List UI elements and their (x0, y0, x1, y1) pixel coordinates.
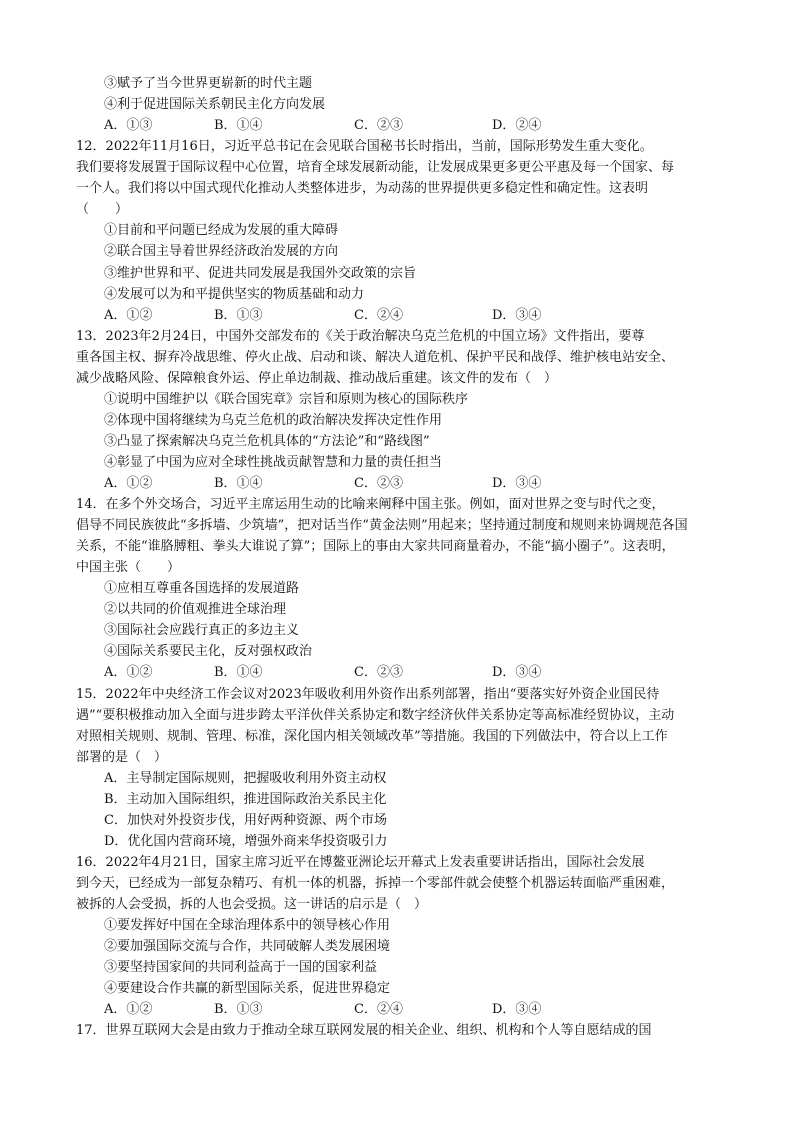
question-stem-line: （ ） (76, 202, 129, 218)
choice-item-line: ③国际社会应践行真正的多边主义 (104, 623, 300, 639)
answer-options-row (104, 662, 704, 683)
choice-item-line: ①说明中国维护以《联合国宪章》宗旨和原则为核心的国际秩序 (104, 391, 469, 407)
answer-option: A．①③ (104, 118, 153, 134)
choice-item-line: ③维护世界和平、促进共同发展是我国外交政策的宗旨 (104, 265, 417, 281)
answer-option: D．②④ (492, 118, 542, 134)
question-stem-line: 到今天，已经成为一部复杂精巧、有机一体的机器，拆掉一个零部件就会使整个机器运转面临严重困难， (76, 875, 675, 891)
question-stem-line: 减少战略风险、保障粮食外运、停止单边制裁、推动战后重建。该文件的发布（ ） (76, 370, 558, 386)
choice-item-line: ③赋予了当今世界更崭新的时代主题 (104, 76, 313, 91)
question-stem-line: 被拆的人会受损，拆的人也会受损。这一讲话的启示是（ ） (76, 897, 428, 912)
choice-item-line: ④彰显了中国为应对全球性挑战贡献智慧和力量的责任担当 (104, 454, 443, 470)
choice-item-line: ①要发挥好中国在全球治理体系中的领导核心作用 (104, 918, 391, 933)
answer-option: B．①④ (214, 475, 263, 491)
question-stem-line: 倡导不同民族彼此“多拆墙、少筑墙”，把对话当作“黄金法则”用起来；坚持通过制度和规则来协调规范各国 (76, 518, 688, 533)
answer-option: B．①③ (214, 1002, 263, 1018)
choice-item-line: ②联合国主导着世界经济政治发展的方向 (104, 244, 339, 260)
answer-option: D．③④ (492, 665, 542, 681)
answer-option: B．①④ (214, 118, 263, 134)
answer-option: B．①③ (214, 307, 263, 323)
choice-item-line: B．主动加入国际组织，推进国际政治关系民主化 (104, 791, 387, 807)
answer-options-row (104, 473, 704, 494)
question-stem-line: 15．2022年中央经济工作会议对2023年吸收利用外资作出系列部署，指出“要落实好外资企业国民待 (76, 686, 660, 702)
answer-option: A．①② (104, 475, 153, 491)
answer-options-row (104, 305, 704, 326)
choice-item-line: ②要加强国际交流与合作，共同破解人类发展困境 (104, 939, 391, 955)
question-stem-line: 一个人。我们将以中国式现代化推动人类整体进步，为动荡的世界提供更多稳定性和确定性。这表明 (76, 181, 649, 197)
choice-item-line: A．主导制定国际规则，把握吸收利用外资主动权 (104, 770, 387, 786)
question-stem-line: 重各国主权、摒弃冷战思维、停火止战、启动和谈、解决人道危机、保护平民和战俘、维护核电站安全、 (76, 349, 675, 365)
choice-item-line: ①应相互尊重各国选择的发展道路 (104, 581, 300, 597)
choice-item-line: ④要建设合作共赢的新型国际关系，促进世界稳定 (104, 981, 391, 997)
choice-item-line: ④发展可以为和平提供坚实的物质基础和动力 (104, 286, 365, 302)
question-stem-line: 13．2023年2月24日，中国外交部发布的《关于政治解决乌克兰危机的中国立场》文件指出，要尊 (76, 328, 645, 344)
answer-options-row (104, 999, 704, 1020)
answer-option: D．③④ (492, 307, 542, 323)
question-stem-line: 遇”“要积极推动加入全面与进步跨太平洋伙伴关系协定和数字经济伙伴关系协定等高标准经贸协议，主动 (76, 707, 675, 723)
answer-option: D．③④ (492, 475, 542, 491)
choice-item-line: ④国际关系要民主化，反对强权政治 (104, 644, 313, 660)
question-stem-line: 12．2022年11月16日，习近平总书记在会见联合国秘书长时指出，当前，国际形势发生重大变化。 (76, 139, 653, 155)
answer-option: A．①② (104, 1002, 153, 1018)
choice-item-line: ①目前和平问题已经成为发展的重大障碍 (104, 223, 339, 239)
question-stem-line: 部署的是（ ） (76, 749, 168, 765)
question-stem-line: 中国主张（ ） (76, 560, 181, 576)
answer-option: C．②④ (354, 307, 403, 323)
answer-option: C．②③ (354, 665, 403, 681)
choice-item-line: ③要坚持国家间的共同利益高于一国的国家利益 (104, 960, 378, 976)
answer-option: C．②③ (354, 475, 403, 491)
choice-item-line: ③凸显了探索解决乌克兰危机具体的“方法论”和“路线图” (104, 433, 430, 449)
choice-item-line: ②体现中国将继续为乌克兰危机的政治解决发挥决定性作用 (104, 412, 443, 428)
question-stem-line: 关系，不能“谁胳膊粗、拳头大谁说了算”；国际上的事由大家共同商量着办，不能“搞小圈子”。这表明， (76, 539, 675, 555)
question-stem-line: 我们要将发展置于国际议程中心位置，培育全球发展新动能，让发展成果更多更公平惠及每一个国家、每 (76, 160, 675, 176)
answer-options-row (104, 115, 704, 136)
answer-option: D．③④ (492, 1002, 542, 1018)
answer-option: C．②③ (354, 118, 403, 134)
answer-option: A．①② (104, 665, 153, 681)
question-stem-line: 17．世界互联网大会是由致力于推动全球互联网发展的相关企业、组织、机构和个人等自愿结成的国 (76, 1023, 652, 1039)
answer-option: A．①② (104, 307, 153, 323)
question-stem-line: 对照相关规则、规制、管理、标准，深化国内相关领域改革”等措施。我国的下列做法中，符合以上工作 (76, 728, 668, 744)
answer-option: C．②④ (354, 1002, 403, 1018)
choice-item-line: ④利于促进国际关系朝民主化方向发展 (104, 97, 326, 112)
choice-item-line: C．加快对外投资步伐，用好两种资源、两个市场 (104, 812, 387, 828)
question-stem-line: 16．2022年4月21日，国家主席习近平在博鳌亚洲论坛开幕式上发表重要讲话指出，国际社会发展 (76, 854, 645, 870)
choice-item-line: ②以共同的价值观推进全球治理 (104, 602, 287, 618)
choice-item-line: D．优化国内营商环境，增强外商来华投资吸引力 (104, 833, 388, 849)
question-stem-line: 14．在多个外交场合，习近平主席运用生动的比喻来阐释中国主张。例如，面对世界之变与时代之变， (76, 497, 665, 512)
answer-option: B．①④ (214, 665, 263, 681)
